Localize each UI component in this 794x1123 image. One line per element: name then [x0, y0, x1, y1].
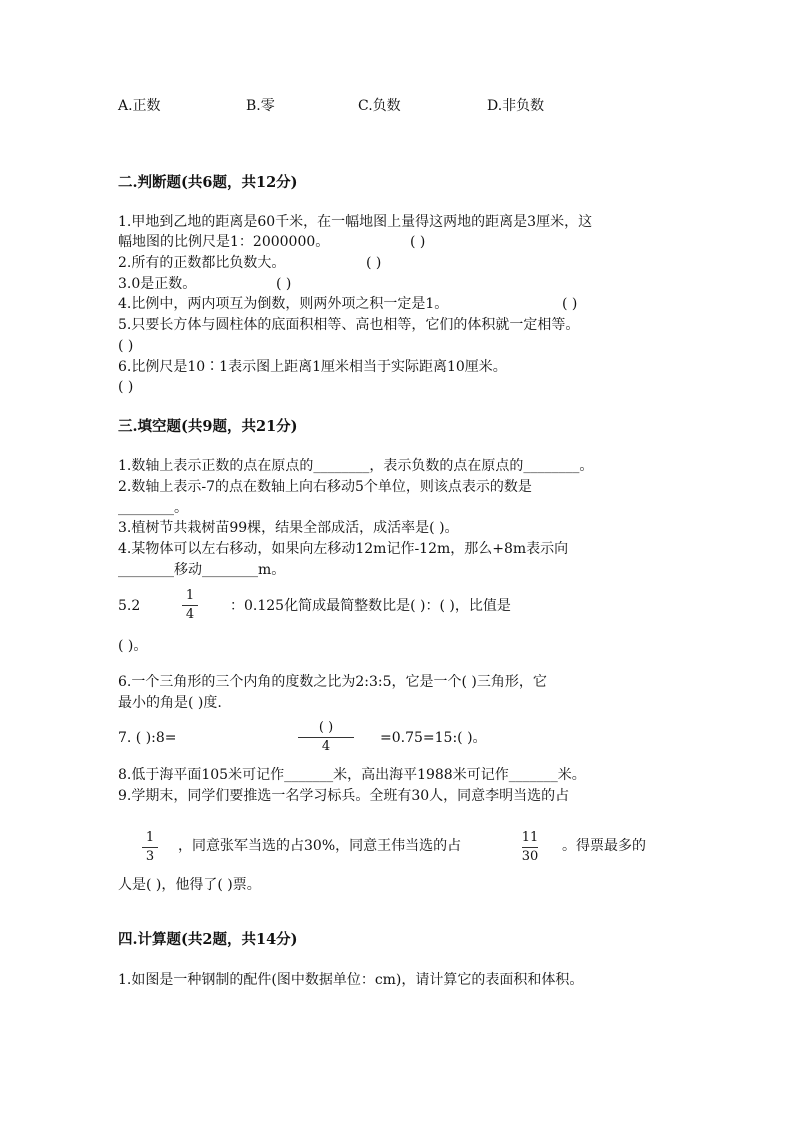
s2-q5: 5.只要长方体与圆柱体的底面积相等、高也相等，它们的体积就一定相等。	[118, 317, 580, 333]
s3-q7-rest: =0.75=15:( )。	[380, 730, 487, 746]
s3-q9-middle: ，同意张军当选的占30%，同意王伟当选的占	[178, 838, 462, 854]
s2-q2-answer-blank: ( )	[366, 255, 382, 271]
s2-q1-line2: 幅地图的比例尺是1：2000000。	[118, 234, 330, 250]
s3-q7-fraction	[296, 720, 356, 755]
option-b: B.零	[246, 98, 275, 114]
s3-q9-fraction-2-numerator: 11	[521, 830, 539, 845]
s3-q2-line1: 2.数轴上表示-7的点在数轴上向右移动5个单位，则该点表示的数是	[118, 479, 532, 495]
s3-q7-fraction-denominator: 4	[321, 739, 331, 754]
s2-q1-answer-blank: ( )	[410, 234, 426, 250]
s2-q4: 4.比例中，两内项互为倒数，则两外项之积一定是1。	[118, 296, 449, 312]
s3-q9-line3: 人是( )，他得了( )票。	[118, 877, 261, 893]
s3-q9-fraction-1-numerator: 1	[145, 830, 155, 845]
s3-q5-prefix: 5.2	[118, 598, 141, 614]
s3-q9-end: 。得票最多的	[562, 838, 646, 854]
s3-q5-fraction-numerator: 1	[185, 588, 195, 603]
fraction-bar	[298, 737, 354, 738]
s2-q5-answer-blank: ( )	[118, 338, 134, 354]
s3-q7-fraction-numerator: ( )	[318, 720, 334, 735]
s3-q9-fraction-1-denominator: 3	[145, 849, 155, 864]
s3-q9-line1: 9.学期末，同学们要推选一名学习标兵。全班有30人，同意李明当选的占	[118, 788, 570, 804]
s3-q8: 8.低于海平面105米可记作_______米，高出海平1988米可记作_______米。	[118, 767, 586, 783]
section-3-title: 三.填空题(共9题，共21分)	[118, 418, 298, 435]
s3-q4-line2: ________移动________m。	[118, 562, 286, 578]
s2-q6: 6.比例尺是10∶1表示图上距离1厘米相当于实际距离10厘米。	[118, 359, 507, 375]
s3-q5-rest: ：0.125化简成最简整数比是( )：( )，比值是	[230, 598, 511, 614]
s2-q1-line1: 1.甲地到乙地的距离是60千米，在一幅地图上量得这两地的距离是3厘米，这	[118, 214, 593, 230]
option-a: A.正数	[118, 98, 161, 114]
s4-q1: 1.如图是一种钢制的配件(图中数据单位：cm)，请计算它的表面积和体积。	[118, 972, 584, 988]
s3-q1: 1.数轴上表示正数的点在原点的________，表示负数的点在原点的________。	[118, 458, 594, 474]
s3-q5-fraction-denominator: 4	[185, 607, 195, 622]
s2-q4-answer-blank: ( )	[562, 296, 578, 312]
s2-q3: 3.0是正数。	[118, 276, 197, 292]
s3-q5-line2: ( )。	[118, 638, 148, 654]
fraction-bar	[182, 605, 198, 606]
s3-q6-line1: 6.一个三角形的三个内角的度数之比为2:3:5，它是一个( )三角形，它	[118, 674, 547, 690]
s3-q9-fraction-2	[510, 830, 550, 865]
option-c: C.负数	[358, 98, 401, 114]
section-4-title: 四.计算题(共2题，共14分)	[118, 931, 298, 948]
s3-q5-fraction	[170, 588, 210, 623]
option-d: D.非负数	[487, 98, 545, 114]
s3-q6-line2: 最小的角是( )度.	[118, 695, 222, 711]
s3-q3: 3.植树节共栽树苗99棵，结果全部成活，成活率是( )。	[118, 520, 459, 536]
s2-q2: 2.所有的正数都比负数大。	[118, 255, 286, 271]
s3-q9-fraction-2-denominator: 30	[521, 849, 539, 864]
fraction-bar	[522, 847, 538, 848]
s3-q2-line2: ________。	[118, 500, 188, 516]
section-2-title: 二.判断题(共6题，共12分)	[118, 174, 298, 191]
fraction-bar	[142, 847, 158, 848]
s2-q3-answer-blank: ( )	[276, 276, 292, 292]
s3-q9-fraction-1	[130, 830, 170, 865]
s3-q7-prefix: 7. ( ):8=	[118, 730, 177, 746]
s3-q4-line1: 4.某物体可以左右移动，如果向左移动12m记作-12m，那么+8m表示向	[118, 541, 569, 557]
s2-q6-answer-blank: ( )	[118, 379, 134, 395]
